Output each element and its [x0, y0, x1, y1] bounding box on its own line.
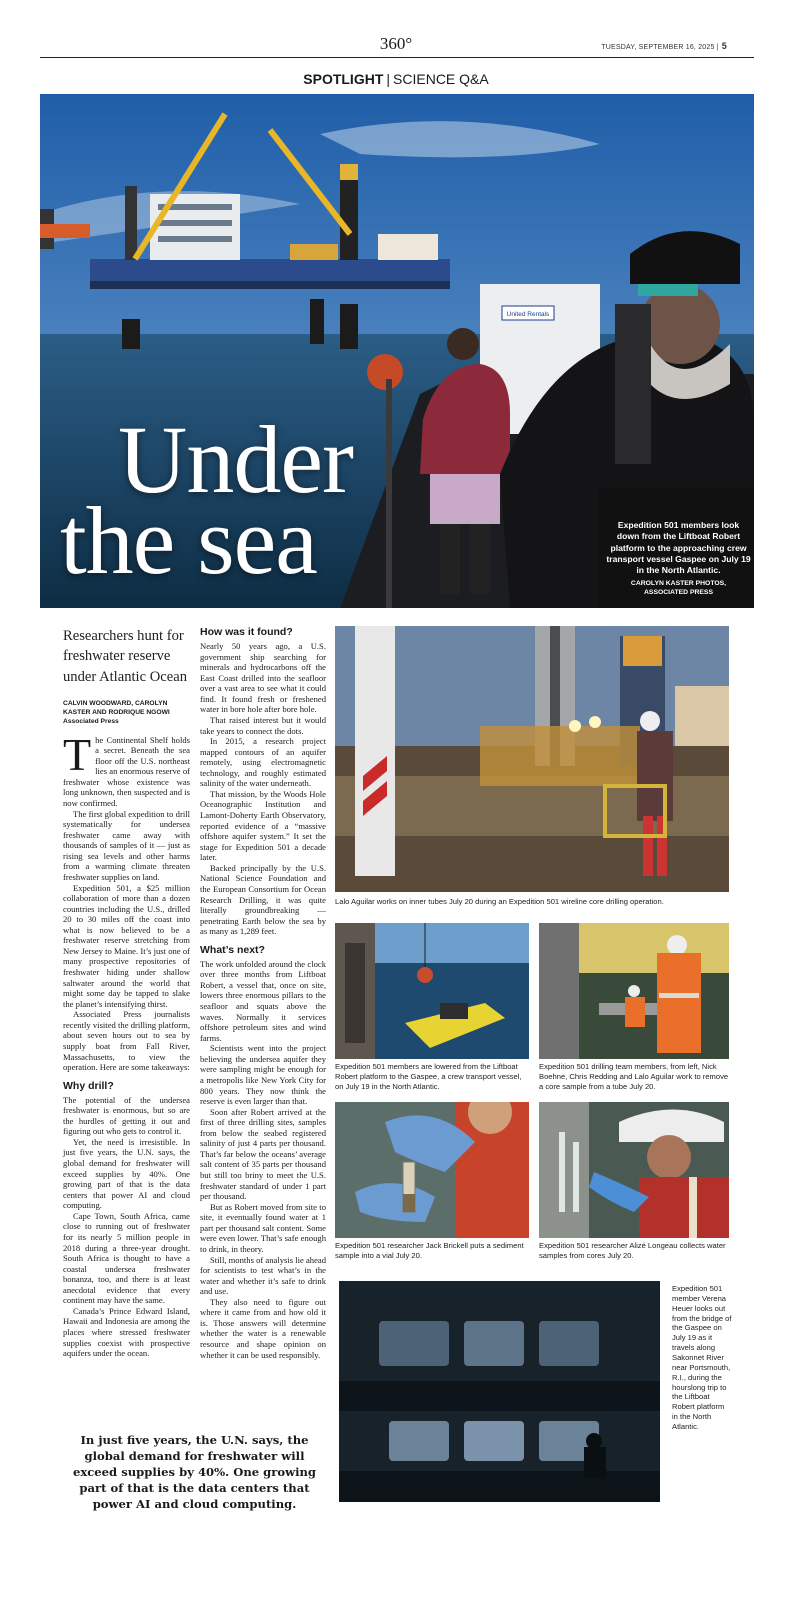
- subhead-whats-next: What’s next?: [200, 943, 265, 956]
- photo-credit: [606, 580, 751, 598]
- article-column-1: [63, 626, 190, 1359]
- photo-sediment-vial: [335, 1102, 529, 1238]
- page-number: 5: [721, 41, 727, 51]
- photo-caption: Expedition 501 researcher Jack Brickell puts a sediment sample into a vial July 20.: [335, 1241, 524, 1260]
- paragraph: Scientists went into the project believing the undersea aquifer they were sampling might be enough for a metropolis like New York City for 800 years. They now think the reserve is even larger than that.: [200, 1043, 326, 1107]
- photo-caption: Expedition 501 members are lowered from the Liftboat Robert platform to the Gaspee, a crew transport vessel, on July 19 in the North Atlantic.: [335, 1062, 522, 1091]
- photo-caption: Expedition 501 member Verena Heuer looks out from the bridge of the Gaspee on July 19 as it travels along Sakonnet River near Portsmouth, R.I., during the hourslong trip to the Liftboat Robert platform in the North Atlantic.: [672, 1284, 732, 1432]
- paragraph: Yet, the need is irresistible. In just five years, the U.N. says, the global demand for freshwater will exceed supplies by 40%. One growing part of that is the data centers that power AI and cloud computing.: [63, 1136, 190, 1211]
- article-column-2: [200, 626, 326, 1360]
- hero-caption: [606, 520, 751, 597]
- photo-credit-line-2: ASSOCIATED PRESS: [644, 588, 713, 596]
- date-separator: |: [716, 44, 719, 51]
- section-spotlight: SPOTLIGHT: [303, 71, 384, 87]
- paragraph: Expedition 501, a $25 million collaboration of more than a dozen countries including the U.S., drilled 20 to 30 miles off the coast into what is now believed to be a freshwater reserve stretching from New Jersey to Maine. It’s just one of many prospective repositories of freshwater hiding under shallow saltwater around the world that might some day be tapped to slake the planet’s intensifying thirst.: [63, 882, 190, 1009]
- pull-quote: In just five years, the U.N. says, the global demand for freshwater will exceed supplies by 40%. One growing part of that is the data centers that power AI and cloud computing.: [72, 1433, 317, 1511]
- paragraph: Nearly 50 years ago, a U.S. government ship searching for minerals and hydrocarbons off the East Coast drilled into the seafloor over a vast area to see what it could find. It found fresh or freshened water in bore hole after bore hole.: [200, 641, 326, 715]
- paragraph: Associated Press journalists recently visited the drilling platform, about seven hours out to sea by supply boat from Fall River, Massachusetts, to view the operation. Here are some takeaways:: [63, 1009, 190, 1073]
- headline: [60, 406, 353, 594]
- photo-gaspee-bridge: [339, 1281, 660, 1502]
- page-folio: 360°: [379, 34, 413, 53]
- paragraph: [63, 728, 190, 809]
- paragraph: In 2015, a research project mapped contours of an aquifer remotely, using electromagnetic technology, and roughly estimated salinity of the water underneath.: [200, 736, 326, 789]
- drop-cap: T: [63, 728, 92, 780]
- headline-line-2: the sea: [60, 486, 317, 594]
- paragraph-text: he Continental Shelf holds a secret. Beneath the sea floor off the U.S. northeast lies an enormous reserve of freshwater whose existence was long unknown, then suspected and is now confirmed.: [63, 734, 190, 809]
- paragraph: Soon after Robert arrived at the first of three drilling sites, samples from below the seabed registered salinity of just 4 parts per thousand. That’s far below the oceans’ average salt content of 35 parts per thousand but still too briny to meet the U.S. freshwater standard of under 1 part per thousand.: [200, 1106, 326, 1202]
- headline-line-1: Under: [118, 406, 353, 513]
- paragraph: Canada’s Prince Edward Island, Hawaii and Indonesia are among the places where stressed freshwater supplies coexist with prospective aquifers under the ocean.: [63, 1305, 190, 1359]
- hero-caption-text: Expedition 501 members look down from the Liftboat Robert platform to the approaching crew transport vessel Gaspee on July 19 in the North Atlantic.: [606, 520, 751, 576]
- header-rule: [40, 57, 754, 58]
- truck-logo-text: United Rentals: [506, 311, 550, 318]
- photo-caption: Expedition 501 drilling team members, from left, Nick Boehne, Chris Redding and Lalo Aguilar work to remove a core sample from a tube July 20.: [539, 1062, 729, 1091]
- photo-caption: Lalo Aguilar works on inner tubes July 20 during an Expedition 501 wireline core drilling operation.: [335, 897, 664, 906]
- subhead-why-drill: Why drill?: [63, 1079, 114, 1092]
- paragraph: Backed principally by the U.S. National Science Foundation and the European Consortium for Ocean Research Drilling, it was quite literally groundbreaking — penetrating Earth below the sea by as many as 1,289 feet.: [200, 862, 326, 937]
- paragraph: Cape Town, South Africa, came close to running out of freshwater for its nearly 5 million people in 2018 during a three-year drought. South Africa is thought to have a coastal undersea freshwater bonanza, too, and there is at least anecdotal evidence that every continent may have the same.: [63, 1210, 190, 1306]
- subhead-how-found: How was it found?: [200, 626, 293, 638]
- byline: CALVIN WOODWARD, CAROLYN KASTER AND RODRIQUE NGOWI: [63, 700, 170, 716]
- byline-agency: Associated Press: [63, 717, 119, 725]
- photo-water-samples: [539, 1102, 729, 1238]
- dateline: [601, 41, 727, 51]
- paragraph: Still, months of analysis lie ahead for scientists to test what’s in the water and whether it’s safe to drink and use.: [200, 1254, 326, 1297]
- photo-caption: Expedition 501 researcher Alizé Longeau collects water samples from cores July 20.: [539, 1241, 726, 1260]
- photo-drilling-operation: [335, 626, 729, 892]
- deck: Researchers hunt for freshwater reserve under Atlantic Ocean: [63, 628, 187, 685]
- paragraph: They also need to figure out where it came from and how old it is. Those answers will determine whether the water is a renewable resource and shape opinion on whether it can be used responsibly.: [200, 1296, 326, 1360]
- paragraph: The potential of the undersea freshwater is enormous, but so are the hurdles of getting it out and figuring out who gets to control it.: [63, 1094, 190, 1137]
- photo-core-sample-team: [539, 923, 729, 1059]
- photo-lowered-to-gaspee: [335, 923, 529, 1059]
- paragraph: But as Robert moved from site to site, it eventually found water at 1 part per thousand salt content. Some were even lower. That’s safe enough to drink, in theory.: [200, 1201, 326, 1254]
- paragraph: The first global expedition to drill systematically for undersea freshwater came away with thousands of samples of it — just as rising sea levels and other harms from a warming climate threaten freshwater supplies on land.: [63, 808, 190, 882]
- paragraph: The work unfolded around the clock over three months from Liftboat Robert, a vessel that, once on site, lowers three enormous pillars to the seafloor and squats above the waves. Normally it services offshore petroleum sites and wind farms.: [200, 958, 326, 1043]
- section-separator: |: [386, 71, 391, 87]
- issue-date: TUESDAY, SEPTEMBER 16, 2025: [601, 44, 715, 51]
- section-label: [0, 71, 792, 87]
- section-science-qa: SCIENCE Q&A: [393, 71, 489, 87]
- paragraph: That raised interest but it would take years to connect the dots.: [200, 714, 326, 736]
- photo-credit-line-1: CAROLYN KASTER PHOTOS,: [630, 579, 727, 587]
- paragraph: That mission, by the Woods Hole Oceanographic Institution and Lamont-Doherty Earth Observatory, reported evidence of a “massive offshore aquifer system.” It set the stage for Expedition 501 a decade later.: [200, 788, 326, 863]
